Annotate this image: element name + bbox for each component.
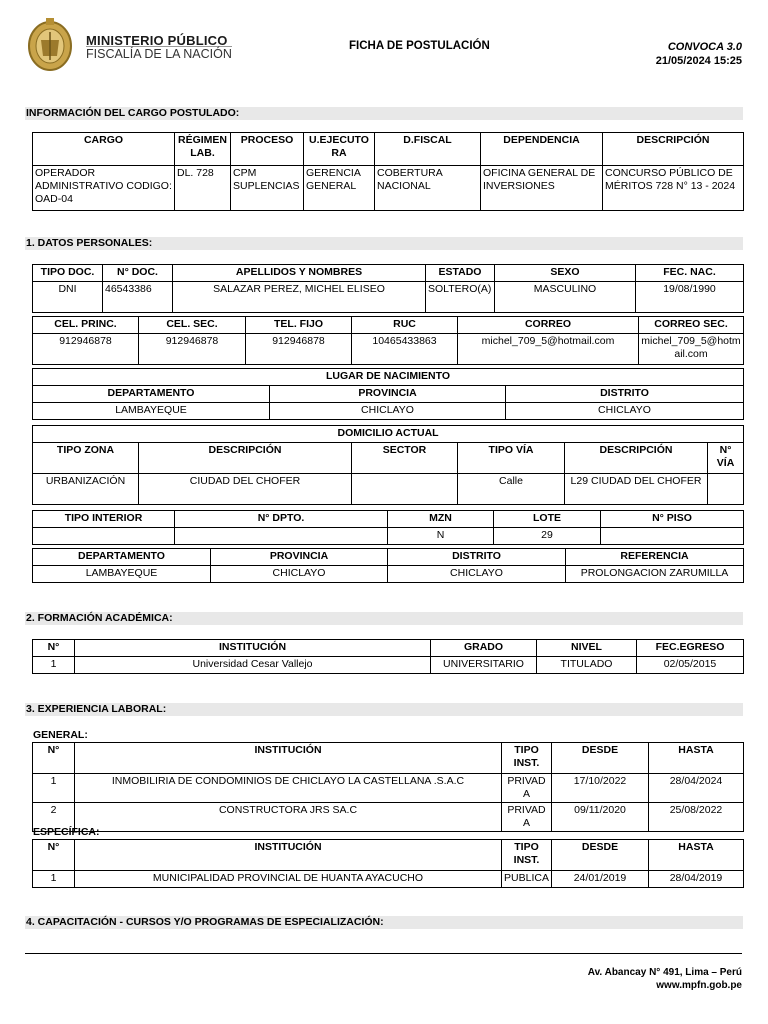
general-label: GENERAL: <box>33 729 88 741</box>
lote-value: 29 <box>494 528 601 545</box>
tipo-doc-value: DNI <box>33 282 103 313</box>
institution-seal-logo <box>26 16 74 74</box>
th-cel-sec: CEL. SEC. <box>139 317 246 334</box>
th-fec-nac: FEC. NAC. <box>636 265 744 282</box>
num-piso-value <box>601 528 744 545</box>
form-egreso: 02/05/2015 <box>637 657 744 674</box>
th-proceso: PROCESO <box>231 133 304 166</box>
mzn-value: N <box>388 528 494 545</box>
gen-hasta: 28/04/2024 <box>649 774 744 803</box>
gen-tipo: PRIVADA <box>502 803 552 832</box>
experiencia-general-table <box>32 742 744 832</box>
th-dom-distrito: DISTRITO <box>388 549 566 566</box>
gen-hasta: 25/08/2022 <box>649 803 744 832</box>
th-esp-num: N° <box>33 840 75 871</box>
correo-value: michel_709_5@hotmail.com <box>458 334 639 365</box>
nombres-value: SALAZAR PEREZ, MICHEL ELISEO <box>173 282 426 313</box>
th-tel-fijo: TEL. FIJO <box>246 317 352 334</box>
gen-desde: 09/11/2020 <box>552 803 649 832</box>
th-dependencia: DEPENDENCIA <box>481 133 603 166</box>
th-descripcion: DESCRIPCIÓN <box>603 133 744 166</box>
ruc-value: 10465433863 <box>352 334 458 365</box>
th-tipo-zona: TIPO ZONA <box>33 443 139 474</box>
document-title: FICHA DE POSTULACIÓN <box>349 40 490 52</box>
formacion-table <box>32 639 744 674</box>
proceso-value: CPM SUPLENCIAS <box>231 166 304 211</box>
th-sector: SECTOR <box>352 443 458 474</box>
esp-hasta: 28/04/2019 <box>649 871 744 888</box>
dom-provincia-value: CHICLAYO <box>211 566 388 583</box>
domicilio-ubicacion-table <box>32 548 744 583</box>
lugar-nacimiento-title: LUGAR DE NACIMIENTO <box>33 369 744 386</box>
th-cargo: CARGO <box>33 133 175 166</box>
th-via-descripcion: DESCRIPCIÓN <box>565 443 708 474</box>
table-row <box>33 803 744 832</box>
th-form-grado: GRADO <box>431 640 537 657</box>
cel-princ-value: 912946878 <box>33 334 139 365</box>
cargo-value: OPERADOR ADMINISTRATIVO CODIGO: OAD-04 <box>33 166 175 211</box>
th-tipo-via: TIPO VÍA <box>458 443 565 474</box>
table-row <box>33 774 744 803</box>
footer <box>588 966 742 992</box>
header-meta <box>656 40 742 68</box>
th-num-doc: N° DOC. <box>103 265 173 282</box>
especifica-label: ESPECÍFICA: <box>33 826 100 838</box>
sector-value <box>352 474 458 505</box>
esp-desde: 24/01/2019 <box>552 871 649 888</box>
footer-website: www.mpfn.gob.pe <box>656 980 742 991</box>
section-formacion-title: 2. FORMACIÓN ACADÉMICA: <box>25 612 743 625</box>
gen-desde: 17/10/2022 <box>552 774 649 803</box>
nac-provincia-value: CHICLAYO <box>270 403 506 420</box>
gen-num: 2 <box>33 803 75 832</box>
th-lote: LOTE <box>494 511 601 528</box>
correo-sec-value: michel_709_5@hotmail.com <box>639 334 744 365</box>
th-zona-descripcion: DESCRIPCIÓN <box>139 443 352 474</box>
th-nac-provincia: PROVINCIA <box>270 386 506 403</box>
issue-datetime: 21/05/2024 15:25 <box>655 55 742 67</box>
th-num-via: N° VÍA <box>708 443 744 474</box>
th-gen-desde: DESDE <box>552 743 649 774</box>
lugar-nacimiento-table <box>32 368 744 420</box>
form-institucion: Universidad Cesar Vallejo <box>75 657 431 674</box>
tipo-zona-value: URBANIZACIÓN <box>33 474 139 505</box>
th-ruc: RUC <box>352 317 458 334</box>
regimen-value: DL. 728 <box>175 166 231 211</box>
convoca-label: CONVOCA 3.0 <box>667 41 742 53</box>
footer-divider <box>25 953 742 954</box>
th-tipo-doc: TIPO DOC. <box>33 265 103 282</box>
org-name: MINISTERIO PÚBLICO <box>86 33 228 48</box>
th-gen-tipo: TIPO INST. <box>502 743 552 774</box>
num-dpto-value <box>175 528 388 545</box>
th-esp-desde: DESDE <box>552 840 649 871</box>
org-subname: FISCALÍA DE LA NACIÓN <box>86 47 232 61</box>
experiencia-especifica-table <box>32 839 744 888</box>
th-nac-departamento: DEPARTAMENTO <box>33 386 270 403</box>
descripcion-value: CONCURSO PÚBLICO DE MÉRITOS 728 N° 13 - 2024 <box>603 166 744 211</box>
form-num: 1 <box>33 657 75 674</box>
estado-value: SOLTERO(A) <box>426 282 495 313</box>
th-sexo: SEXO <box>495 265 636 282</box>
gen-institucion: CONSTRUCTORA JRS SA.C <box>75 803 502 832</box>
th-estado: ESTADO <box>426 265 495 282</box>
th-mzn: MZN <box>388 511 494 528</box>
gen-institucion: INMOBILIRIA DE CONDOMINIOS DE CHICLAYO LA CASTELLANA .S.A.C <box>75 774 502 803</box>
th-uejecutora: U.EJECUTORA <box>304 133 375 166</box>
tipo-interior-value <box>33 528 175 545</box>
table-row <box>33 871 744 888</box>
th-esp-tipo: TIPO INST. <box>502 840 552 871</box>
referencia-value: PROLONGACION ZARUMILLA <box>566 566 744 583</box>
th-dfiscal: D.FISCAL <box>375 133 481 166</box>
personales-table-1 <box>32 264 744 313</box>
section-experiencia-title: 3. EXPERIENCIA LABORAL: <box>25 703 743 716</box>
personales-table-2 <box>32 316 744 365</box>
num-doc-value: 46543386 <box>103 282 173 313</box>
dom-departamento-value: LAMBAYEQUE <box>33 566 211 583</box>
dependencia-value: OFICINA GENERAL DE INVERSIONES <box>481 166 603 211</box>
th-nac-distrito: DISTRITO <box>506 386 744 403</box>
section-personales-title: 1. DATOS PERSONALES: <box>25 237 743 250</box>
esp-tipo: PUBLICA <box>502 871 552 888</box>
form-grado: UNIVERSITARIO <box>431 657 537 674</box>
domicilio-title: DOMICILIO ACTUAL <box>33 426 744 443</box>
th-correo: CORREO <box>458 317 639 334</box>
th-form-num: N° <box>33 640 75 657</box>
cargo-table <box>32 132 744 211</box>
th-regimen: RÉGIMEN LAB. <box>175 133 231 166</box>
th-gen-hasta: HASTA <box>649 743 744 774</box>
th-cel-princ: CEL. PRINC. <box>33 317 139 334</box>
num-via-value <box>708 474 744 505</box>
section-capacitacion-title: 4. CAPACITACIÓN - CURSOS Y/O PROGRAMAS DE ESPECIALIZACIÓN: <box>25 916 743 929</box>
th-form-institucion: INSTITUCIÓN <box>75 640 431 657</box>
cel-sec-value: 912946878 <box>139 334 246 365</box>
th-correo-sec: CORREO SEC. <box>639 317 744 334</box>
sexo-value: MASCULINO <box>495 282 636 313</box>
tel-fijo-value: 912946878 <box>246 334 352 365</box>
th-esp-institucion: INSTITUCIÓN <box>75 840 502 871</box>
th-tipo-interior: TIPO INTERIOR <box>33 511 175 528</box>
th-gen-institucion: INSTITUCIÓN <box>75 743 502 774</box>
dom-distrito-value: CHICLAYO <box>388 566 566 583</box>
via-descripcion-value: L29 CIUDAD DEL CHOFER <box>565 474 708 505</box>
uejecutora-value: GERENCIA GENERAL <box>304 166 375 211</box>
zona-descripcion-value: CIUDAD DEL CHOFER <box>139 474 352 505</box>
th-esp-hasta: HASTA <box>649 840 744 871</box>
nac-departamento-value: LAMBAYEQUE <box>33 403 270 420</box>
th-referencia: REFERENCIA <box>566 549 744 566</box>
tipo-via-value: Calle <box>458 474 565 505</box>
esp-institucion: MUNICIPALIDAD PROVINCIAL DE HUANTA AYACUCHO <box>75 871 502 888</box>
th-num-dpto: N° DPTO. <box>175 511 388 528</box>
th-dom-departamento: DEPARTAMENTO <box>33 549 211 566</box>
th-gen-num: N° <box>33 743 75 774</box>
th-nombres: APELLIDOS Y NOMBRES <box>173 265 426 282</box>
th-form-egreso: FEC.EGRESO <box>637 640 744 657</box>
gen-tipo: PRIVADA <box>502 774 552 803</box>
domicilio-table <box>32 425 744 505</box>
section-cargo-title: INFORMACIÓN DEL CARGO POSTULADO: <box>25 107 743 120</box>
dfiscal-value: COBERTURA NACIONAL <box>375 166 481 211</box>
form-nivel: TITULADO <box>537 657 637 674</box>
gen-num: 1 <box>33 774 75 803</box>
interior-table <box>32 510 744 545</box>
th-dom-provincia: PROVINCIA <box>211 549 388 566</box>
esp-num: 1 <box>33 871 75 888</box>
th-form-nivel: NIVEL <box>537 640 637 657</box>
nac-distrito-value: CHICLAYO <box>506 403 744 420</box>
table-row <box>33 657 744 674</box>
th-num-piso: N° PISO <box>601 511 744 528</box>
fec-nac-value: 19/08/1990 <box>636 282 744 313</box>
footer-address: Av. Abancay N° 491, Lima – Perú <box>587 967 742 978</box>
